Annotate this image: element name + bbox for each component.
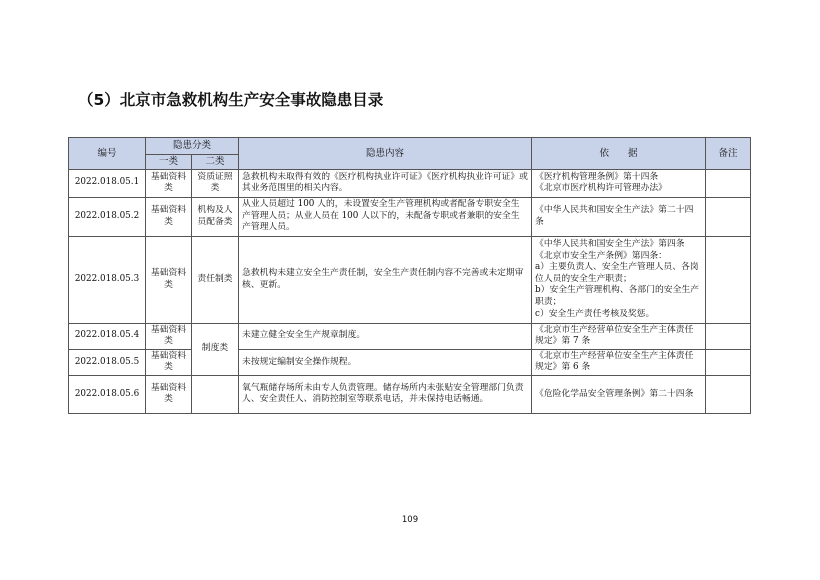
row-cat1: 基础资料类 [146, 349, 192, 375]
basis-line: a）主要负责人、安全生产管理人员、各岗位人员的安全生产职责； [535, 262, 699, 284]
row-id: 2022.018.05.4 [69, 323, 146, 349]
table-row [69, 236, 751, 323]
row-id: 2022.018.05.6 [69, 375, 146, 413]
row-remark [706, 323, 751, 349]
header-category: 隐患分类 [146, 138, 239, 155]
row-cat2: 制度类 [192, 323, 239, 375]
row-remark [706, 236, 751, 323]
page-number: 109 [401, 515, 419, 525]
row-cat2: 资质证照类 [192, 169, 239, 197]
row-basis [532, 323, 706, 349]
header-remark: 备注 [706, 138, 751, 170]
table-row [69, 323, 751, 349]
row-content: 从业人员超过 100 人的，未设置安全生产管理机构或者配备专职安全生产管理人员；从业人员在 100 人以下的，未配备专职或者兼职的安全生产管理人员。 [239, 197, 532, 236]
row-content: 急救机构未取得有效的《医疗机构执业许可证》《医疗机构执业许可证》或其业务范围里的相关内容。 [239, 169, 532, 197]
basis-line: 《北京市医疗机构许可管理办法》 [535, 183, 667, 194]
basis-line: 《中华人民共和国安全生产法》第二十四条 [535, 205, 694, 227]
table-row [69, 197, 751, 236]
basis-line: 《危险化学品安全管理条例》第二十四条 [535, 388, 694, 399]
row-content: 氧气瓶储存场所未由专人负责管理。储存场所内未张贴安全管理部门负责人、安全责任人、消防控制室等联系电话，并未保持电话畅通。 [239, 375, 532, 413]
row-remark [706, 349, 751, 375]
row-content: 未按规定编制安全操作规程。 [239, 349, 532, 375]
row-content: 急救机构未建立安全生产责任制，安全生产责任制内容不完善或未定期审核、更新。 [239, 236, 532, 323]
row-cat2 [192, 375, 239, 413]
row-cat1: 基础资料类 [146, 169, 192, 197]
row-cat2: 责任制类 [192, 236, 239, 323]
row-cat1: 基础资料类 [146, 323, 192, 349]
row-id: 2022.018.05.3 [69, 236, 146, 323]
basis-line: 《医疗机构管理条例》第十四条 [535, 171, 659, 182]
row-remark [706, 169, 751, 197]
header-basis: 依 据 [532, 138, 706, 170]
table-row [69, 375, 751, 413]
header-cat2: 二类 [192, 155, 239, 170]
row-cat2: 机构及人员配备类 [192, 197, 239, 236]
row-remark [706, 197, 751, 236]
row-id: 2022.018.05.5 [69, 349, 146, 375]
row-basis [532, 349, 706, 375]
table-row [69, 349, 751, 375]
basis-line: 《中华人民共和国安全生产法》第四条 [535, 239, 685, 250]
row-basis [532, 197, 706, 236]
row-id: 2022.018.05.1 [69, 169, 146, 197]
table-row [69, 169, 751, 197]
basis-line: 《北京市生产经营单位安全生产主体责任规定》第 6 条 [535, 350, 694, 373]
basis-line: b）安全生产管理机构、各部门的安全生产职责； [535, 285, 699, 307]
header-number: 编号 [69, 138, 146, 170]
basis-line: 《北京市生产经营单位安全生产主体责任规定》第 7 条 [535, 324, 694, 347]
row-cat1: 基础资料类 [146, 197, 192, 236]
row-content: 未建立健全安全生产规章制度。 [239, 323, 532, 349]
basis-line: 《北京市安全生产条例》第四条： [535, 250, 667, 261]
hazard-table [68, 137, 751, 414]
row-remark [706, 375, 751, 413]
row-basis [532, 375, 706, 413]
header-cat1: 一类 [146, 155, 192, 170]
row-basis [532, 236, 706, 323]
row-basis [532, 169, 706, 197]
row-cat1: 基础资料类 [146, 375, 192, 413]
row-id: 2022.018.05.2 [69, 197, 146, 236]
page-title: （5）北京市急救机构生产安全事故隐患目录 [78, 91, 384, 109]
row-cat1: 基础资料类 [146, 236, 192, 323]
header-content: 隐患内容 [239, 138, 532, 170]
basis-line: c）安全生产责任考核及奖惩。 [535, 308, 655, 319]
